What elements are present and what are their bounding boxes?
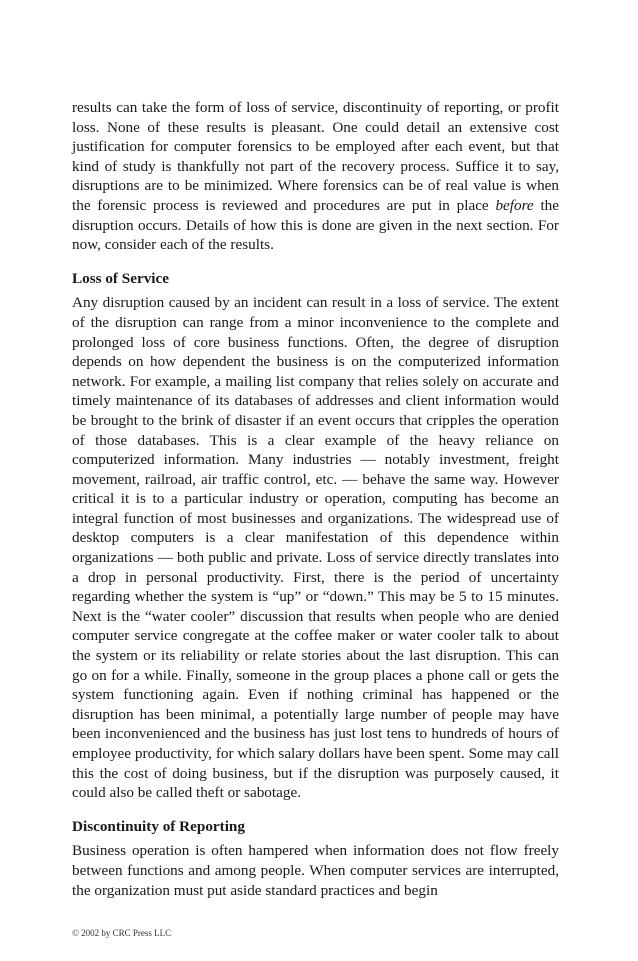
copyright-footer: © 2002 by CRC Press LLC bbox=[72, 928, 172, 938]
document-page bbox=[72, 98, 559, 900]
section-body-discontinuity-of-reporting: Business operation is often hampered when information does not flow freely between functions and among people. When computer services are interrupted, the organization must put aside standard practices and begin bbox=[72, 842, 559, 899]
intro-paragraph bbox=[72, 98, 559, 255]
intro-emphasis: before bbox=[495, 196, 534, 214]
section-heading-discontinuity-of-reporting: Discontinuity of Reporting bbox=[72, 817, 245, 835]
intro-text-after: the disruption occurs. Details of how this is done are given in the next section. For now, consider each of the results. bbox=[72, 196, 559, 254]
intro-text-before: results can take the form of loss of service, discontinuity of reporting, or profit loss. None of these results is pleasant. One could detail an extensive cost justification for computer forensics to be employed after each event, but that kind of study is thankfully not part of the recovery process. Suffice it to say, disruptions are to be minimized. Where forensics can be of real value is when the forensic process is reviewed and procedures are put in place bbox=[72, 99, 559, 214]
section-body-loss-of-service: Any disruption caused by an incident can result in a loss of service. The extent of the disruption can range from a minor inconvenience to the complete and prolonged loss of core business functions. Often, the degree of disruption depends on how dependent the business is on the computerized information network. For example, a mailing list company that relies solely on accurate and timely maintenance of its databases of addresses and client information would be brought to the brink of disaster if an event occurs that cripples the operation of those databases. This is a clear example of the heavy reliance on computerized information. Many industries — notably investment, freight movement, railroad, air traffic control, etc. — behave the same way. However critical it is to a particular industry or operation, computing has become an integral function of most businesses and organizations. The widespread use of desktop computers is a clear manifestation of this dependence within organizations — both public and private. Loss of service directly translates into a drop in personal productivity. First, there is the period of uncertainty regarding whether the system is “up” or “down.” This may be 5 to 15 minutes. Next is the “water cooler” discussion that results when people who are denied computer service congregate at the coffee maker or water cooler talk to about the system or its reliability or relate stories about the last disruption. This can go on for a while. Finally, someone in the group places a phone call or gets the system functioning again. Even if nothing criminal has happened or the disruption has been minimal, a potentially large number of people may have been inconvenienced and the business has just lost tens to hundreds of hours of employee productivity, for which salary dollars have been spent. Some may call this the cost of doing business, but if the disruption was purposely caused, it could also be called theft or sabotage. bbox=[72, 294, 559, 802]
section-heading-loss-of-service: Loss of Service bbox=[72, 269, 170, 287]
